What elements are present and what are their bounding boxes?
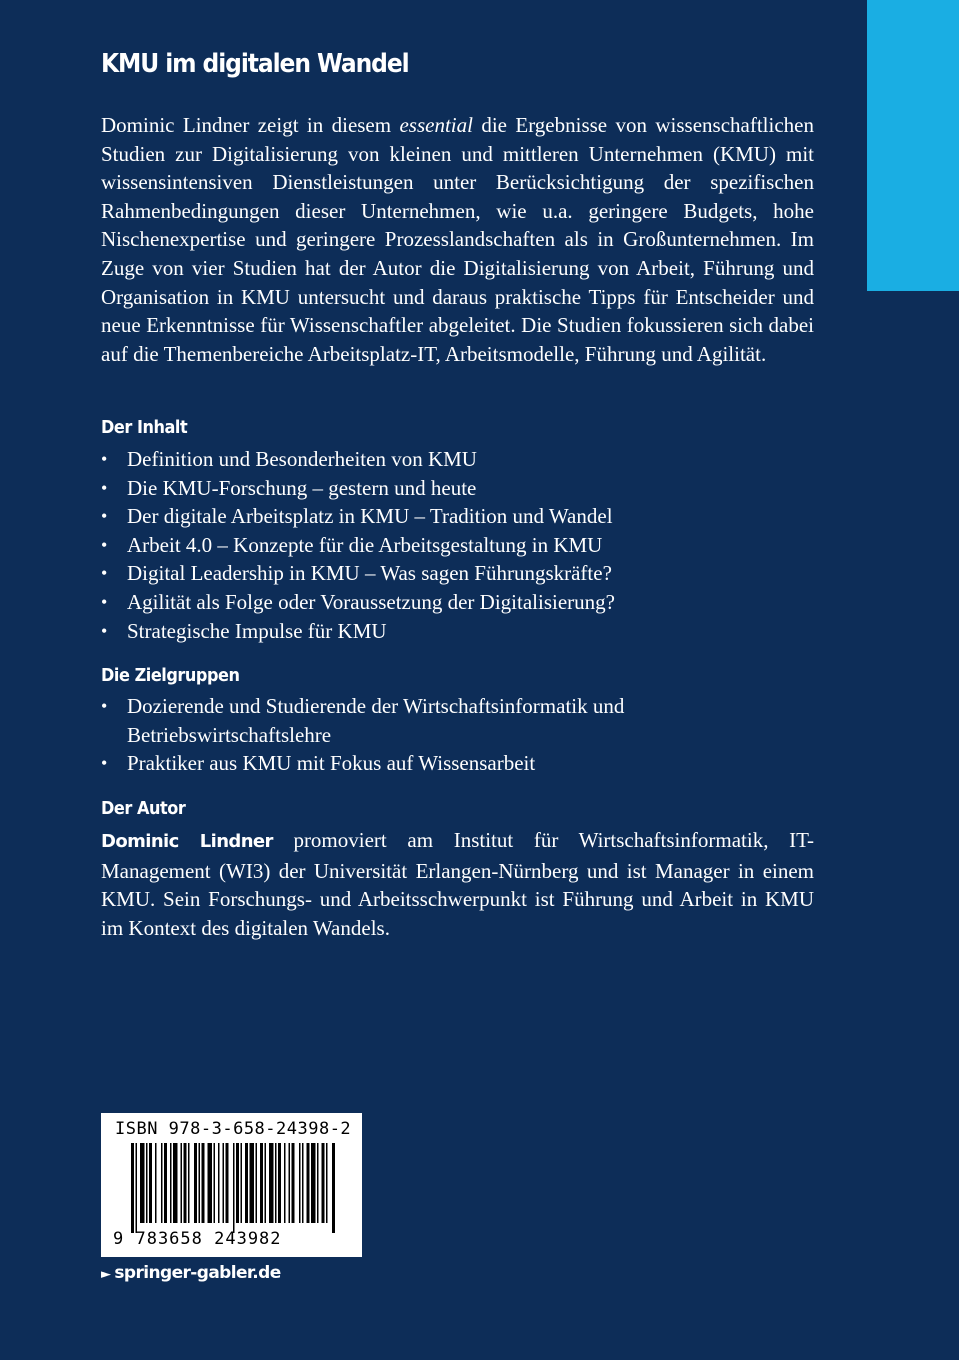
list-item: • Der digitale Arbeitsplatz in KMU – Tradition und Wandel	[101, 502, 814, 531]
bullet-icon: •	[101, 620, 108, 641]
zielgruppen-heading: Die Zielgruppen	[101, 666, 240, 686]
author-bio: promoviert am Institut für Wirtschaftsinformatik, IT-Management (WI3) der Universität Erlangen-Nürnberg und ist Manager in einem KMU. Sein Forschungs- und Arbeitsschwerpunkt ist Führung und Arbeit in KMU im Kontext des digitalen Wandels.	[101, 828, 814, 940]
list-item: • Praktiker aus KMU mit Fokus auf Wissensarbeit	[101, 749, 661, 778]
publisher-link[interactable]	[101, 1261, 281, 1287]
intro-paragraph	[101, 111, 814, 368]
list-item: • Definition und Besonderheiten von KMU	[101, 445, 814, 474]
publisher-url: springer-gabler.de	[114, 1263, 281, 1283]
list-item: • Agilität als Folge oder Voraussetzung der Digitalisierung?	[101, 588, 814, 617]
bullet-icon: •	[101, 477, 108, 498]
bullet-icon: •	[101, 753, 108, 774]
intro-text-rest: die Ergebnisse von wissenschaftlichen Studien zur Digitalisierung von kleinen und mittleren Unternehmen (KMU) mit wissensintensiven Dienstleistungen unter Berücksichtigung der spezifischen Rahmenbedingungen dieser Unternehmen, wie u.a. geringere Budgets, hohe Nischenexpertise und geringere Prozesslandschaften als in Großunternehmen. Im Zuge von vier Studien hat der Autor die Digitalisierung von Arbeit, Führung und Organisation in KMU untersucht und daraus praktische Tipps für Entscheider und neue Erkenntnisse für Wissenschaftler abgeleitet. Die Studien fokussieren sich dabei auf die Themenbereiche Arbeitsplatz-IT, Arbeitsmodelle, Führung und Agilität.	[101, 113, 814, 366]
zielgruppen-list	[101, 692, 661, 778]
author-paragraph	[101, 826, 814, 942]
bullet-icon: •	[101, 696, 108, 716]
isbn-text: ISBN 978-3-658-24398-2	[115, 1119, 352, 1139]
isbn-barcode	[101, 1113, 362, 1257]
list-item: • Die KMU-Forschung – gestern und heute	[101, 474, 814, 503]
intro-text-start: Dominic Lindner zeigt in diesem	[101, 113, 400, 137]
barcode-digits: 9 783658 243982	[113, 1229, 282, 1249]
barcode-bars-icon	[101, 1143, 362, 1233]
autor-heading: Der Autor	[101, 799, 186, 819]
list-item: • Digital Leadership in KMU – Was sagen Führungskräfte?	[101, 559, 814, 588]
list-item: • Strategische Impulse für KMU	[101, 617, 814, 646]
book-title: KMU im digitalen Wandel	[101, 49, 409, 79]
list-item: • Arbeit 4.0 – Konzepte für die Arbeitsgestaltung in KMU	[101, 531, 814, 560]
accent-tab	[867, 0, 959, 291]
bullet-icon: •	[101, 591, 108, 612]
inhalt-heading: Der Inhalt	[101, 418, 188, 438]
list-item: • Dozierende und Studierende der Wirtschaftsinformatik und Betriebswirtschaftslehre	[101, 694, 625, 747]
inhalt-list	[101, 445, 814, 645]
intro-emphasis: essential	[399, 113, 473, 137]
bullet-icon: •	[101, 534, 108, 555]
bullet-icon: •	[101, 506, 108, 527]
arrow-right-icon: ►	[101, 1267, 111, 1282]
bullet-icon: •	[101, 449, 108, 469]
author-name: Dominic Lindner	[101, 831, 273, 852]
bullet-icon: •	[101, 563, 108, 584]
